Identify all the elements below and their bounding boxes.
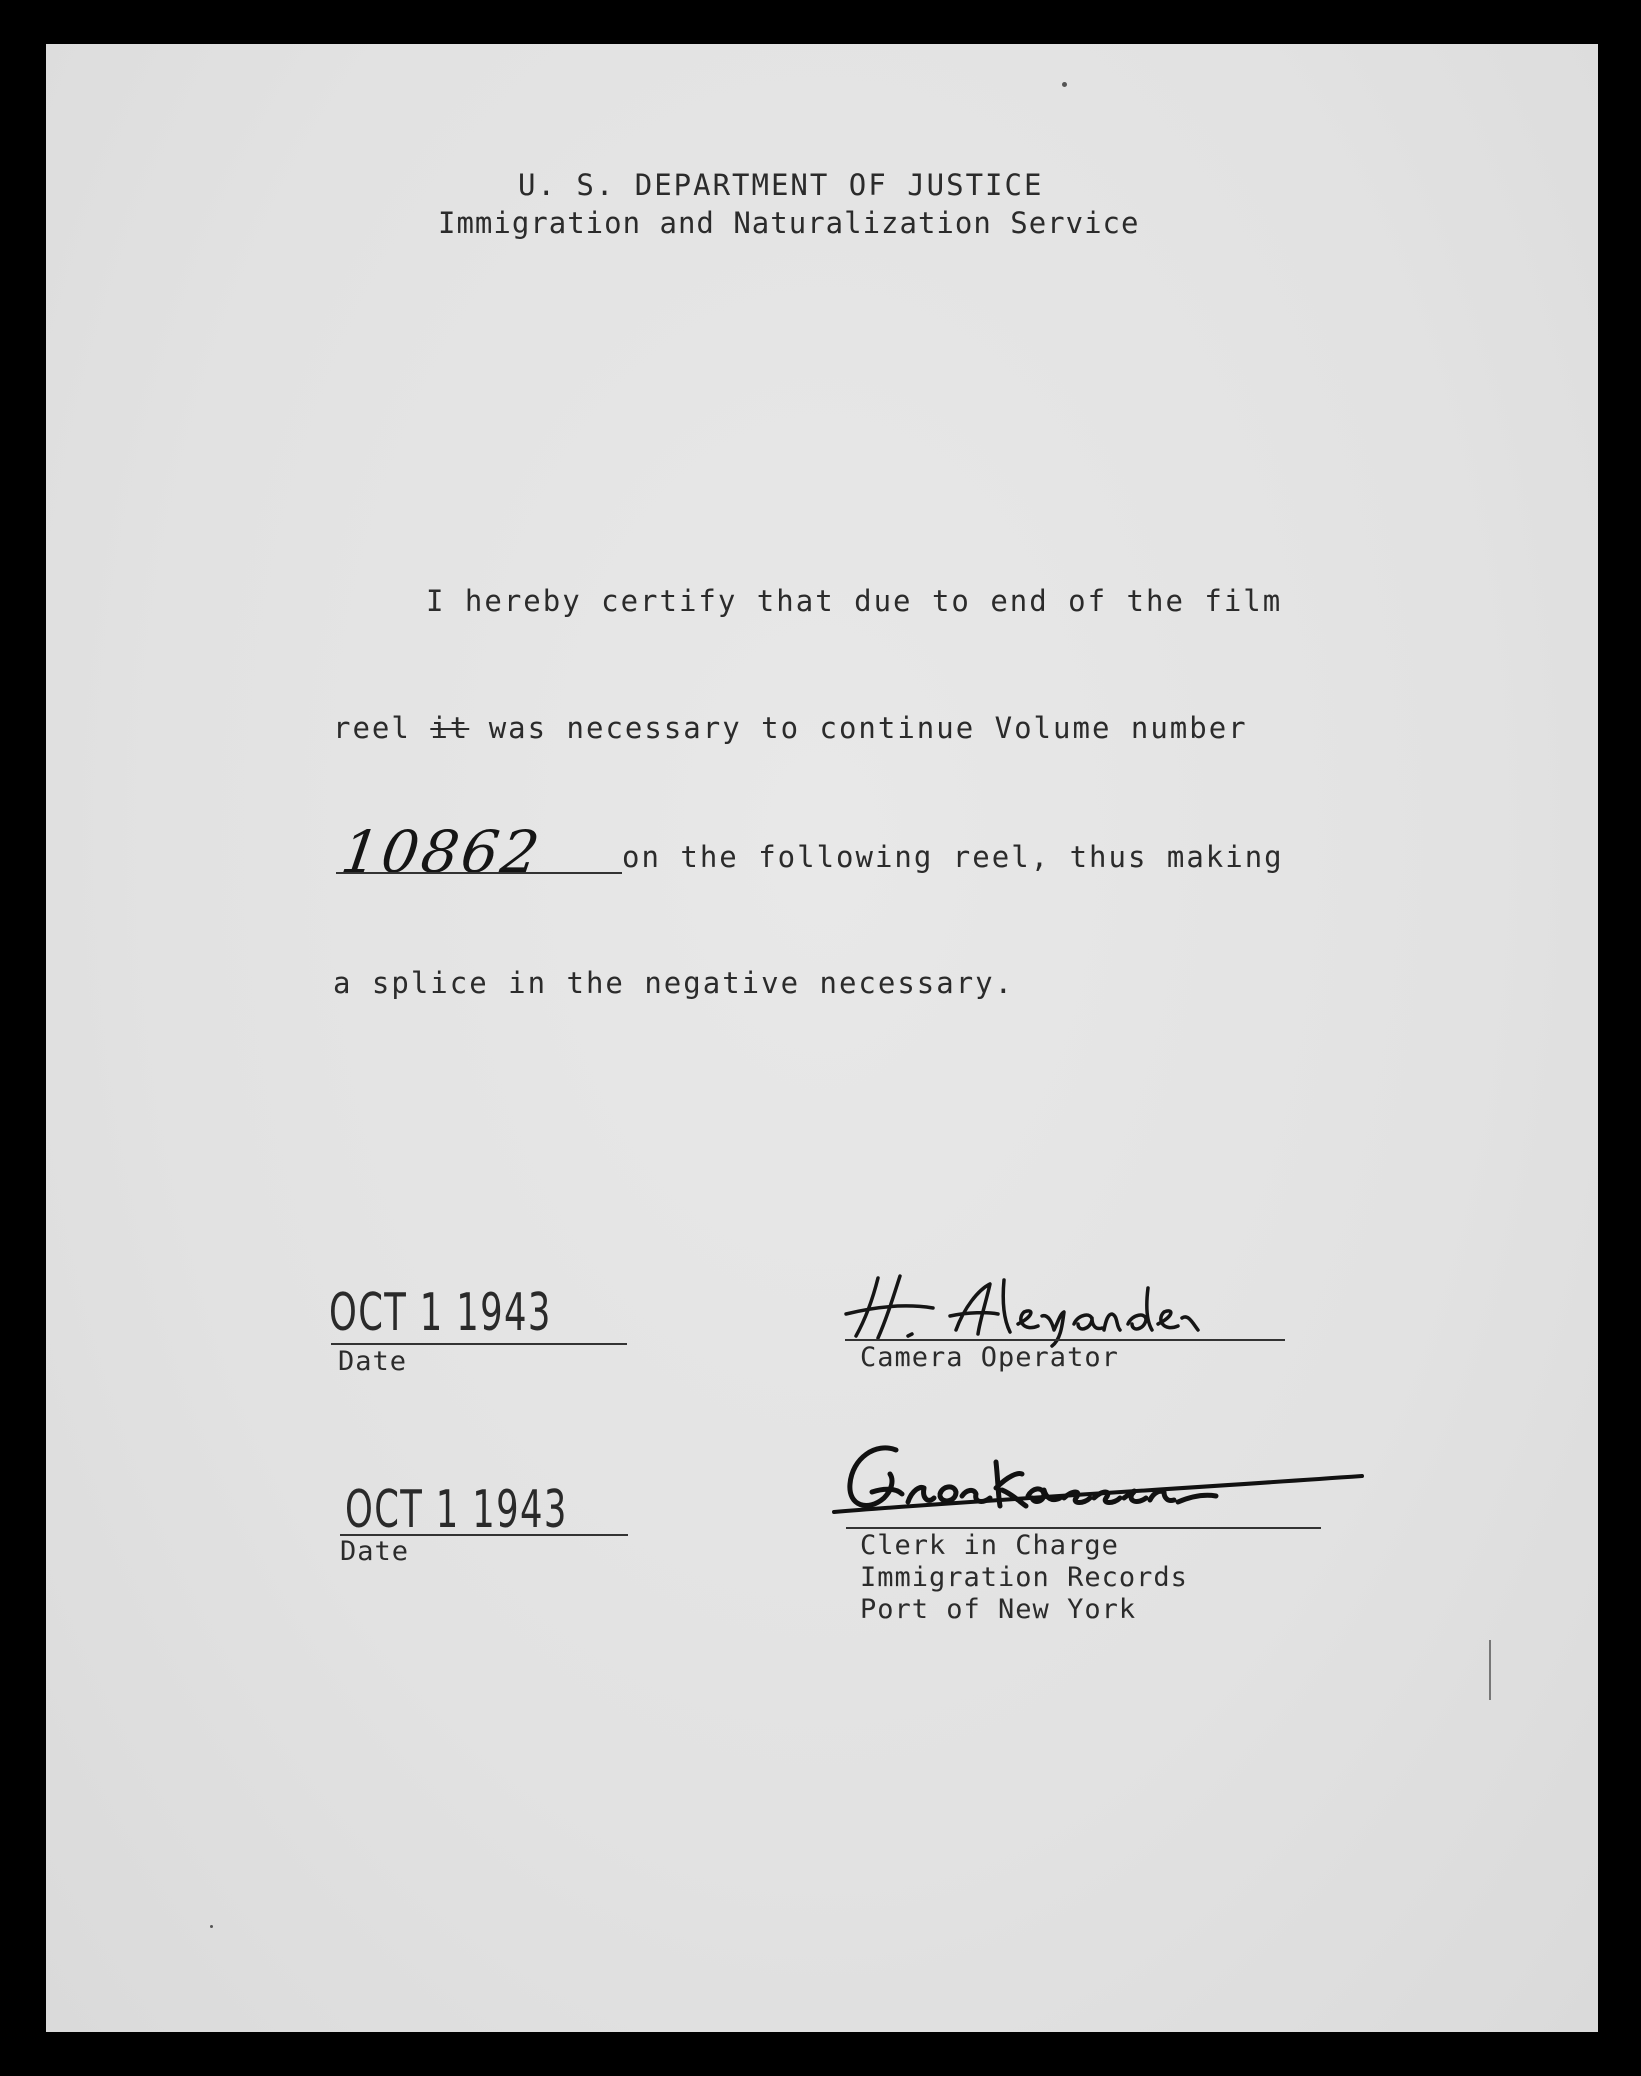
camera-operator-line — [845, 1339, 1285, 1341]
volume-number-handwritten: 10862 — [337, 818, 547, 886]
certificate-line-2-start: reel — [333, 711, 431, 745]
certificate-line-2-end: was necessary to continue Volume number — [469, 711, 1248, 745]
date-1-label: Date — [338, 1346, 408, 1377]
speck-mark-2 — [210, 1925, 213, 1928]
date-stamp-1: OCT 1 1943 — [329, 1283, 552, 1343]
certificate-line-2 — [333, 711, 1248, 745]
certificate-line-1: I hereby certify that due to end of the film — [426, 584, 1283, 618]
certificate-line-4: a splice in the negative necessary. — [333, 966, 1015, 1000]
clerk-label-3: Port of New York — [860, 1594, 1137, 1625]
department-heading: U. S. DEPARTMENT OF JUSTICE — [518, 168, 1044, 202]
speck-mark — [1062, 82, 1067, 87]
struck-word: it — [430, 711, 470, 745]
paper-sheet — [46, 44, 1598, 2032]
volume-number-underline — [336, 872, 622, 874]
date-1-line — [331, 1343, 627, 1345]
camera-operator-label: Camera Operator — [860, 1342, 1119, 1373]
clerk-label-2: Immigration Records — [860, 1562, 1188, 1593]
service-heading: Immigration and Naturalization Service — [438, 206, 1140, 240]
certificate-line-3: on the following reel, thus making — [622, 840, 1284, 874]
edge-mark — [1489, 1640, 1491, 1700]
clerk-signature-line — [846, 1527, 1321, 1529]
clerk-label-1: Clerk in Charge — [860, 1530, 1119, 1561]
date-2-label: Date — [340, 1536, 410, 1567]
date-stamp-2: OCT 1 1943 — [345, 1480, 568, 1540]
